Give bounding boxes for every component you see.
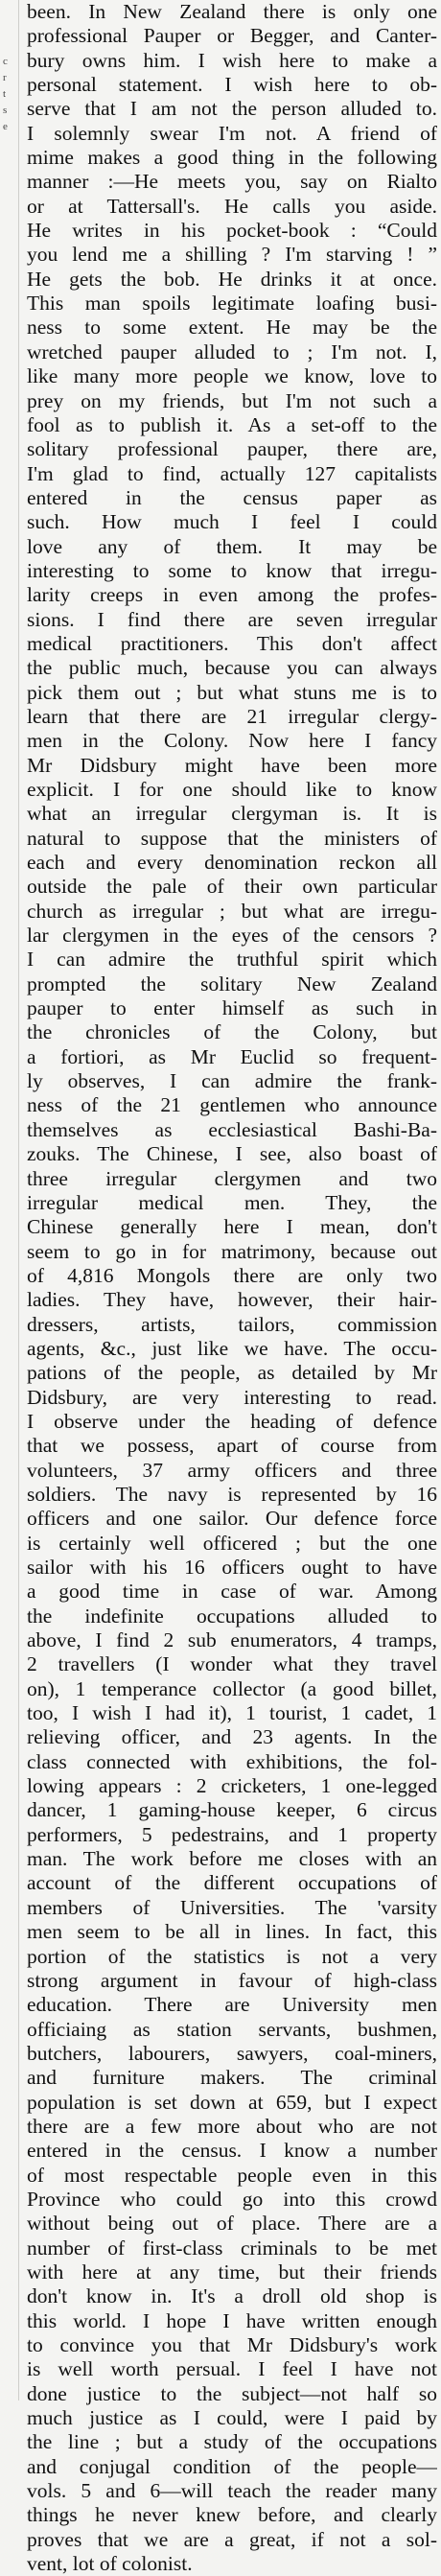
article-line: officers and one sailor. Our defence force <box>27 1507 437 1531</box>
article-line: pauper to enter himself as such in <box>27 996 437 1020</box>
article-line: themselves as ecclesiastical Bashi-Ba- <box>27 1117 437 1141</box>
article-line: larity creeps in even among the profes- <box>27 583 437 607</box>
article-line: relieving officer, and 23 agents. In the <box>27 1725 437 1749</box>
article-line: members of Universities. The 'varsity <box>27 1895 437 1919</box>
article-line: done justice to the subject—not half so <box>27 2381 437 2405</box>
article-line: is well worth persual. I feel I have not <box>27 2357 437 2381</box>
left-margin-strip <box>0 0 19 2400</box>
article-line: ness to some extent. He may be the <box>27 316 437 340</box>
article-line: personal statement. I wish here to ob- <box>27 73 437 97</box>
article-line: volunteers, 37 army officers and three <box>27 1458 437 1482</box>
article-line: sions. I find there are seven irregular <box>27 607 437 631</box>
article-line: This man spoils legitimate loafing busi- <box>27 292 437 316</box>
article-line: you lend me a shilling ? I'm starving ! ” <box>27 243 437 267</box>
article-line: interesting to some to know that irregu- <box>27 558 437 582</box>
article-line: number of first-class criminals to be met <box>27 2236 437 2260</box>
article-line: that we possess, apart of course from <box>27 1434 437 1458</box>
article-line: like many more people we know, love to <box>27 364 437 388</box>
article-line: I solemnly swear I'm not. A friend of <box>27 121 437 145</box>
article-line: proves that we are a great, if not a sol- <box>27 2527 437 2551</box>
article-line: above, I find 2 sub enumerators, 4 tramps, <box>27 1628 437 1652</box>
article-line: man. The work before me closes with an <box>27 1847 437 1871</box>
article-line: officiaing as station servants, bushmen, <box>27 2017 437 2041</box>
article-line: vols. 5 and 6—will teach the reader many <box>27 2479 437 2503</box>
article-line: bury owns him. I wish here to make a <box>27 48 437 72</box>
article-line: Mr Didsbury might have been more <box>27 753 437 777</box>
article-line: education. There are University men <box>27 1993 437 2017</box>
article-line: of most respectable people even in this <box>27 2163 437 2187</box>
article-line: account of the different occupations of <box>27 1871 437 1895</box>
article-line: and furniture makers. The criminal <box>27 2066 437 2090</box>
column-rule <box>18 0 19 2400</box>
article-line: such. How much I feel I could <box>27 510 437 534</box>
article-line: ladies. They have, however, their hair- <box>27 1288 437 1312</box>
article-line: ly observes, I can admire the frank- <box>27 1069 437 1093</box>
article-line: there are a few more about who are not <box>27 2114 437 2138</box>
article-line: I observe under the heading of defence <box>27 1409 437 1433</box>
article-line: don't know in. It's a droll old shop is <box>27 2284 437 2308</box>
article-line: of 4,816 Mongols there are only two <box>27 1263 437 1287</box>
article-line: outside the pale of their own particular <box>27 875 437 899</box>
article-line: three irregular clergymen and two <box>27 1166 437 1190</box>
article-line: explicit. I for one should like to know <box>27 778 437 801</box>
article-line: professional Pauper or Begger, and Canter- <box>27 24 437 48</box>
article-line: is certainly well officered ; but the one <box>27 1531 437 1555</box>
article-line: dancer, 1 gaming-house keeper, 6 circus <box>27 1798 437 1822</box>
article-line: the line ; but a study of the occupations <box>27 2430 437 2454</box>
article-line: I'm glad to find, actually 127 capitalists <box>27 461 437 485</box>
article-line: lar clergymen in the eyes of the censors ? <box>27 924 437 948</box>
article-line: soldiers. The navy is represented by 16 <box>27 1482 437 1506</box>
article-line: love any of them. It may be <box>27 534 437 558</box>
article-line: Chinese generally here I mean, don't <box>27 1215 437 1239</box>
article-line: each and every denomination reckon all <box>27 851 437 875</box>
article-line: the public much, because you can always <box>27 656 437 680</box>
article-line: manner :—He meets you, say on Rialto <box>27 170 437 194</box>
article-line: strong argument in favour of high-class <box>27 1968 437 1992</box>
article-line: sailor with his 16 officers ought to have <box>27 1556 437 1579</box>
article-line: the chronicles of the Colony, but <box>27 1020 437 1044</box>
article-line: lowing appears : 2 cricketers, 1 one-legged <box>27 1774 437 1798</box>
article-line: Province who could go into this crowd <box>27 2187 437 2211</box>
article-line: things he never knew before, and clearly <box>27 2503 437 2527</box>
article-line: performers, 5 pedestrains, and 1 property <box>27 1822 437 1846</box>
article-line: to convince you that Mr Didsbury's work <box>27 2333 437 2356</box>
article-line: men seem to be all in lines. In fact, this <box>27 1920 437 1944</box>
article-line: solitary professional pauper, there are, <box>27 437 437 461</box>
article-line: zouks. The Chinese, I see, also boast of <box>27 1142 437 1166</box>
article-line: learn that there are 21 irregular clergy- <box>27 704 437 728</box>
article-line: fool as to publish it. As a set-off to the <box>27 412 437 436</box>
article-line: portion of the statistics is not a very <box>27 1944 437 1968</box>
article-line: dressers, artists, tailors, commission <box>27 1312 437 1336</box>
article-line: He writes in his pocket-book : “Could <box>27 219 437 243</box>
article-line: without being out of place. There are a <box>27 2212 437 2236</box>
article-line: wretched pauper alluded to ; I'm not. I, <box>27 340 437 363</box>
article-line: and conjugal condition of the people— <box>27 2454 437 2478</box>
article-line: a fortiori, as Mr Euclid so frequent- <box>27 1044 437 1068</box>
article-line: class connected with exhibitions, the fol- <box>27 1749 437 1773</box>
article-line: entered in the census. I know a number <box>27 2139 437 2163</box>
article-line: irregular medical men. They, the <box>27 1190 437 1214</box>
article-line: much justice as I could, were I paid by <box>27 2406 437 2430</box>
article-line: what an irregular clergyman is. It is <box>27 802 437 826</box>
article-line: a good time in case of war. Among <box>27 1580 437 1604</box>
article-line: population is set down at 659, but I expect <box>27 2090 437 2114</box>
article-line: entered in the census paper as <box>27 485 437 509</box>
article-line: men in the Colony. Now here I fancy <box>27 729 437 753</box>
article-line: mime makes a good thing in the following <box>27 146 437 170</box>
article-line: prey on my friends, but I'm not such a <box>27 388 437 412</box>
article-line: or at Tattersall's. He calls you aside. <box>27 194 437 218</box>
article-line: been. In New Zealand there is only one <box>27 0 437 23</box>
article-line: natural to suppose that the ministers of <box>27 826 437 850</box>
article-line: He gets the bob. He drinks it at once. <box>27 267 437 291</box>
margin-fragment-text: c r t s e <box>3 56 8 132</box>
article-line: serve that I am not the person alluded to. <box>27 97 437 121</box>
article-line: church as irregular ; but what are irregu- <box>27 899 437 923</box>
article-line: too, I wish I had it), 1 tourist, 1 cadet, 1 <box>27 1701 437 1725</box>
article-line: vent, lot of colonist. <box>27 2552 193 2576</box>
article-line: the indefinite occupations alluded to <box>27 1604 437 1628</box>
article-line: prompted the solitary New Zealand <box>27 972 437 995</box>
article-line: Didsbury, are very interesting to read. <box>27 1385 437 1409</box>
article-line: butchers, labourers, sawyers, coal-miners, <box>27 2041 437 2065</box>
article-line: 2 travellers (I wonder what they travel <box>27 1652 437 1676</box>
article-line: pations of the people, as detailed by Mr <box>27 1361 437 1385</box>
article-line: agents, &c., just like we have. The occu- <box>27 1336 437 1360</box>
article-line: pick them out ; but what stuns me is to <box>27 680 437 704</box>
article-line: seem to go in for matrimony, because out <box>27 1239 437 1263</box>
article-line: on), 1 temperance collector (a good billet, <box>27 1676 437 1700</box>
article-line: ness of the 21 gentlemen who announce <box>27 1093 437 1117</box>
article-line: medical practitioners. This don't affect <box>27 631 437 655</box>
article-line: this world. I hope I have written enough <box>27 2308 437 2332</box>
article-line: I can admire the truthful spirit which <box>27 948 437 972</box>
article-line: with here at any time, but their friends <box>27 2260 437 2283</box>
article-column <box>27 0 437 2576</box>
